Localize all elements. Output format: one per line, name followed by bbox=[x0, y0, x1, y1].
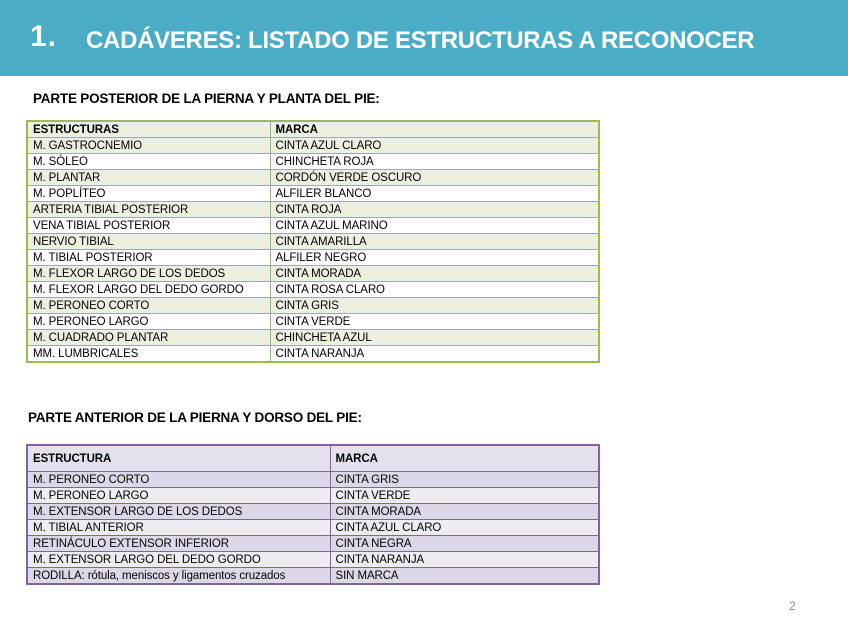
structure-cell: M. PERONEO CORTO bbox=[27, 298, 270, 314]
structure-cell: M. SÓLEO bbox=[27, 154, 270, 170]
structure-cell: M. TIBIAL POSTERIOR bbox=[27, 250, 270, 266]
structure-cell: M. TIBIAL ANTERIOR bbox=[27, 520, 330, 536]
section-number: 1. bbox=[30, 20, 58, 53]
structure-cell: M. PLANTAR bbox=[27, 170, 270, 186]
structure-cell: RETINÁCULO EXTENSOR INFERIOR bbox=[27, 536, 330, 552]
structure-cell: M. FLEXOR LARGO DEL DEDO GORDO bbox=[27, 282, 270, 298]
table-header-row bbox=[27, 121, 599, 138]
structure-cell: RODILLA: rótula, meniscos y ligamentos cruzados bbox=[27, 568, 330, 585]
structure-cell: M. PERONEO CORTO bbox=[27, 472, 330, 488]
column-header-mark: MARCA bbox=[270, 121, 599, 138]
table-header-row bbox=[27, 445, 599, 472]
table-row bbox=[27, 138, 599, 154]
mark-cell: CHINCHETA ROJA bbox=[270, 154, 599, 170]
mark-cell: CINTA MORADA bbox=[330, 504, 599, 520]
column-header-structure: ESTRUCTURAS bbox=[27, 121, 270, 138]
mark-cell: SIN MARCA bbox=[330, 568, 599, 585]
mark-cell: CINTA VERDE bbox=[270, 314, 599, 330]
structure-cell: M. EXTENSOR LARGO DEL DEDO GORDO bbox=[27, 552, 330, 568]
mark-cell: CINTA MORADA bbox=[270, 266, 599, 282]
structure-cell: MM. LUMBRICALES bbox=[27, 346, 270, 363]
table-row bbox=[27, 266, 599, 282]
mark-cell: CINTA NEGRA bbox=[330, 536, 599, 552]
page-number: 2 bbox=[789, 599, 796, 613]
structure-cell: VENA TIBIAL POSTERIOR bbox=[27, 218, 270, 234]
structure-cell: M. POPLÍTEO bbox=[27, 186, 270, 202]
column-header-structure: ESTRUCTURA bbox=[27, 445, 330, 472]
mark-cell: CINTA AZUL CLARO bbox=[330, 520, 599, 536]
mark-cell: CINTA GRIS bbox=[270, 298, 599, 314]
section-heading-posterior: PARTE POSTERIOR DE LA PIERNA Y PLANTA DEL PIE: bbox=[33, 91, 380, 106]
structure-cell: M. GASTROCNEMIO bbox=[27, 138, 270, 154]
column-header-mark: MARCA bbox=[330, 445, 599, 472]
table-row bbox=[27, 330, 599, 346]
mark-cell: CINTA VERDE bbox=[330, 488, 599, 504]
table-row bbox=[27, 346, 599, 363]
table-row bbox=[27, 298, 599, 314]
mark-cell: ALFILER BLANCO bbox=[270, 186, 599, 202]
structure-cell: M. PERONEO LARGO bbox=[27, 488, 330, 504]
structure-cell: M. FLEXOR LARGO DE LOS DEDOS bbox=[27, 266, 270, 282]
table-row bbox=[27, 314, 599, 330]
table-row bbox=[27, 504, 599, 520]
structure-cell: M. CUADRADO PLANTAR bbox=[27, 330, 270, 346]
section-heading-anterior: PARTE ANTERIOR DE LA PIERNA Y DORSO DEL PIE: bbox=[28, 410, 362, 425]
structure-cell: M. EXTENSOR LARGO DE LOS DEDOS bbox=[27, 504, 330, 520]
mark-cell: CINTA AZUL CLARO bbox=[270, 138, 599, 154]
table-row bbox=[27, 170, 599, 186]
mark-cell: CINTA AZUL MARINO bbox=[270, 218, 599, 234]
table-row bbox=[27, 488, 599, 504]
structure-cell: M. PERONEO LARGO bbox=[27, 314, 270, 330]
structures-table-anterior bbox=[26, 444, 600, 585]
mark-cell: CINTA AMARILLA bbox=[270, 234, 599, 250]
table-row bbox=[27, 472, 599, 488]
mark-cell: CINTA GRIS bbox=[330, 472, 599, 488]
title-banner bbox=[0, 0, 848, 76]
table-row bbox=[27, 234, 599, 250]
structure-cell: ARTERIA TIBIAL POSTERIOR bbox=[27, 202, 270, 218]
mark-cell: CINTA ROSA CLARO bbox=[270, 282, 599, 298]
table-row bbox=[27, 282, 599, 298]
mark-cell: ALFILER NEGRO bbox=[270, 250, 599, 266]
table-row bbox=[27, 536, 599, 552]
table-row bbox=[27, 218, 599, 234]
mark-cell: CINTA NARANJA bbox=[270, 346, 599, 363]
mark-cell: CINTA NARANJA bbox=[330, 552, 599, 568]
table-row bbox=[27, 250, 599, 266]
mark-cell: CORDÓN VERDE OSCURO bbox=[270, 170, 599, 186]
table-row bbox=[27, 186, 599, 202]
table-row bbox=[27, 154, 599, 170]
table-row bbox=[27, 202, 599, 218]
page-title: CADÁVERES: LISTADO DE ESTRUCTURAS A RECONOCER bbox=[86, 27, 755, 54]
table-row bbox=[27, 552, 599, 568]
mark-cell: CINTA ROJA bbox=[270, 202, 599, 218]
mark-cell: CHINCHETA AZUL bbox=[270, 330, 599, 346]
table-row bbox=[27, 520, 599, 536]
structure-cell: NERVIO TIBIAL bbox=[27, 234, 270, 250]
structures-table-posterior bbox=[26, 120, 600, 363]
table-row bbox=[27, 568, 599, 585]
